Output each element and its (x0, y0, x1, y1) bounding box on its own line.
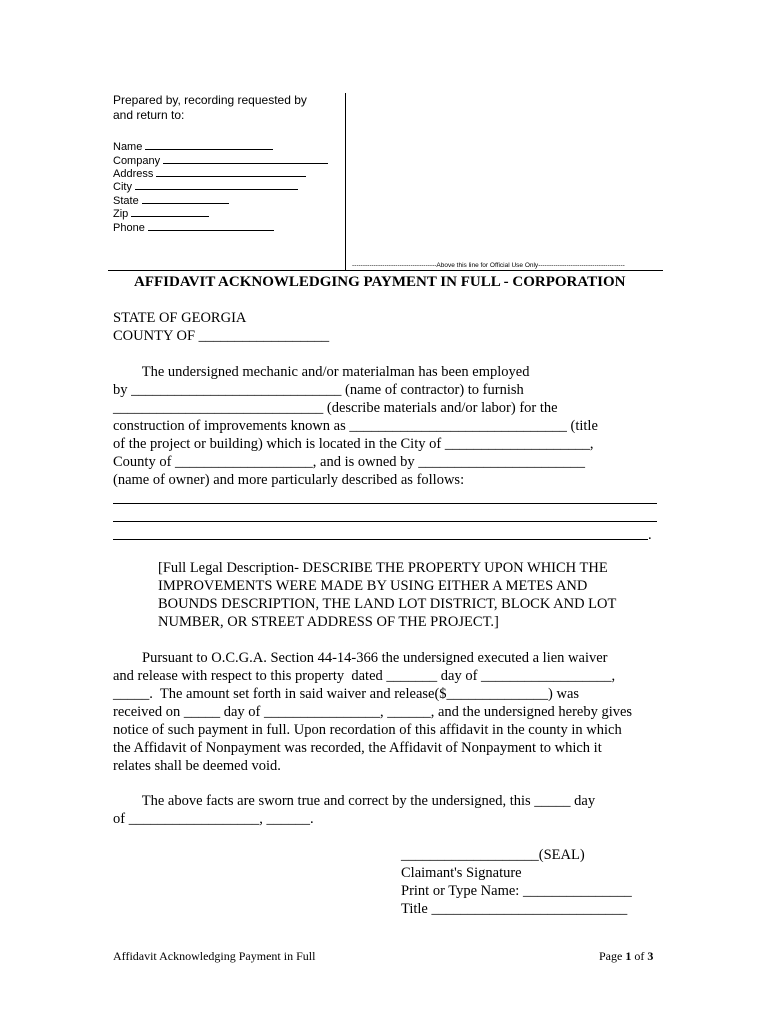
legal-description-line: IMPROVEMENTS WERE MADE BY USING EITHER A METES AND (158, 578, 588, 594)
city-field[interactable]: City (113, 177, 298, 195)
address-field[interactable]: Address (113, 164, 306, 182)
legal-description-line: [Full Legal Description- DESCRIBE THE PROPERTY UPON WHICH THE (158, 560, 608, 576)
footer-document-name: Affidavit Acknowledging Payment in Full (113, 949, 316, 963)
return-to-label: and return to: (113, 108, 185, 122)
p1-line: construction of improvements known as ______________________________ (title (113, 418, 598, 434)
p2-line: notice of such payment in full. Upon recordation of this affidavit in the county in which (113, 722, 622, 738)
zip-field[interactable]: Zip (113, 204, 209, 222)
p2-line: received on _____ day of ________________, ______, and the undersigned hereby gives (113, 704, 633, 720)
name-field[interactable]: Name (113, 137, 273, 155)
state-field[interactable]: State (113, 191, 229, 209)
p1-line: of the project or building) which is located in the City of ____________________, (113, 436, 594, 452)
phone-field[interactable]: Phone (113, 218, 274, 236)
p2-line: Pursuant to O.C.G.A. Section 44-14-366 the undersigned executed a lien waiver (113, 650, 608, 666)
seal-signature-line[interactable]: ___________________(SEAL) (401, 847, 585, 863)
print-name-field[interactable]: Print or Type Name: _______________ (401, 883, 632, 899)
p1-line: County of ___________________, and is owned by _______________________ (113, 454, 586, 470)
page-number: Page 1 of 3 (599, 949, 654, 963)
description-end-period: . (648, 527, 652, 543)
claimant-signature-label: Claimant's Signature (401, 865, 522, 881)
p1-line: by _____________________________ (name of contractor) to furnish (113, 382, 524, 398)
document-title: AFFIDAVIT ACKNOWLEDGING PAYMENT IN FULL - CORPORATION (134, 274, 626, 290)
p2-line: the Affidavit of Nonpayment was recorded, the Affidavit of Nonpayment to which it (113, 740, 602, 756)
legal-description-line: NUMBER, OR STREET ADDRESS OF THE PROJECT.] (158, 614, 499, 630)
p1-line: _____________________________ (describe materials and/or labor) for the (113, 400, 558, 416)
p2-line: relates shall be deemed void. (113, 758, 281, 774)
p3-line: The above facts are sworn true and correct by the undersigned, this _____ day (113, 793, 596, 809)
p1-line: The undersigned mechanic and/or materialman has been employed (113, 364, 530, 380)
title-field[interactable]: Title ___________________________ (401, 901, 628, 917)
prepared-by-label: Prepared by, recording requested by (113, 93, 307, 107)
legal-description-line: BOUNDS DESCRIPTION, THE LAND LOT DISTRICT, BLOCK AND LOT (158, 596, 617, 612)
county-label: COUNTY OF __________________ (113, 328, 330, 344)
p2-line: and release with respect to this property dated _______ day of __________________, (113, 668, 616, 684)
description-line[interactable] (113, 539, 648, 540)
header-vertical-divider (345, 93, 346, 271)
state-label: STATE OF GEORGIA (113, 310, 247, 326)
description-line[interactable] (113, 521, 657, 522)
official-use-line: ---------------------------------------Above this line for Official Use Only---------------------------------------- (352, 262, 625, 269)
p3-line: of __________________, ______. (113, 811, 314, 827)
p1-line: (name of owner) and more particularly described as follows: (113, 472, 465, 488)
description-line[interactable] (113, 503, 657, 504)
company-field[interactable]: Company (113, 151, 328, 169)
p2-line: _____. The amount set forth in said waiver and release($______________) was (113, 686, 580, 702)
header-rule (108, 270, 663, 271)
